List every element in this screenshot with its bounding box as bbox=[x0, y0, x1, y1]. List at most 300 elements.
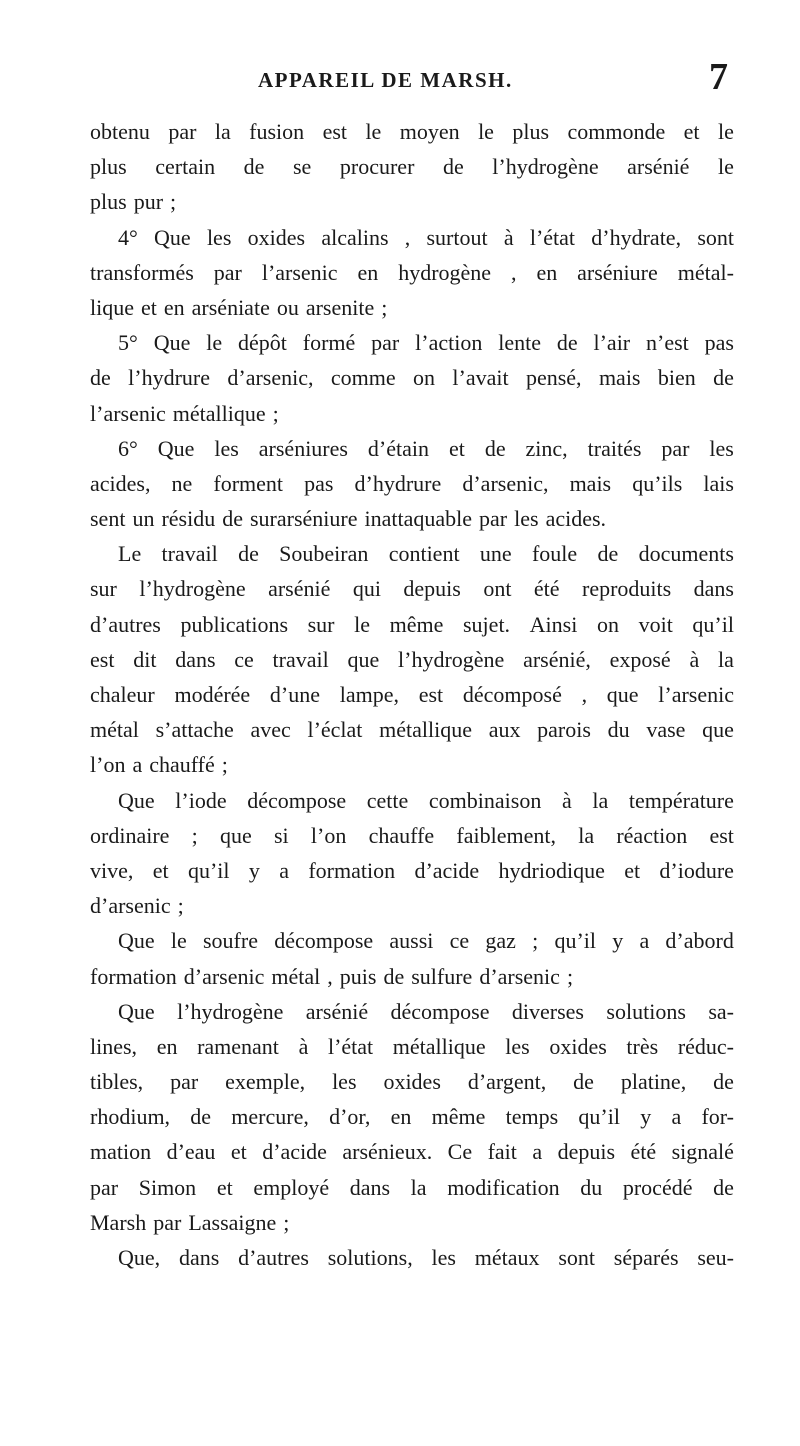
text-line bbox=[90, 923, 734, 958]
word: employé bbox=[253, 1174, 330, 1200]
word: à bbox=[503, 224, 514, 250]
word: chauffe bbox=[368, 822, 435, 848]
word: depuis bbox=[557, 1139, 616, 1165]
word: soufre bbox=[202, 928, 258, 954]
word: l’hydrogène bbox=[139, 576, 246, 602]
word: métaux bbox=[474, 1245, 540, 1270]
word: , bbox=[581, 682, 588, 707]
word: est bbox=[90, 646, 115, 672]
word: d’eau bbox=[166, 1139, 216, 1165]
word: de bbox=[597, 541, 619, 567]
word: à bbox=[298, 1033, 309, 1059]
word: comme bbox=[330, 365, 396, 391]
word: d’acide bbox=[414, 857, 480, 883]
word: à bbox=[689, 646, 700, 672]
word: l’arsenic bbox=[261, 259, 338, 285]
word: arsénié, bbox=[523, 646, 591, 672]
text-line bbox=[90, 818, 734, 853]
word: d’arsenic bbox=[479, 963, 560, 989]
word: pas bbox=[304, 470, 334, 496]
word: for- bbox=[701, 1104, 734, 1130]
word: est bbox=[322, 119, 348, 144]
text-line bbox=[90, 431, 734, 466]
text-line bbox=[90, 959, 734, 994]
text-line bbox=[90, 642, 734, 677]
word: les bbox=[514, 506, 539, 532]
word: fusion bbox=[249, 119, 305, 144]
word: de bbox=[484, 435, 506, 461]
word: température bbox=[628, 787, 734, 813]
word: le bbox=[206, 330, 223, 356]
word: et bbox=[230, 1139, 247, 1165]
word: réaction bbox=[616, 822, 688, 848]
word: signalé bbox=[671, 1139, 734, 1165]
word: ; bbox=[272, 400, 279, 426]
word: , bbox=[327, 963, 333, 989]
word: un bbox=[132, 506, 155, 532]
word: bien bbox=[657, 365, 696, 391]
word: Ce bbox=[447, 1139, 473, 1165]
word: est bbox=[418, 682, 444, 707]
word: Ainsi bbox=[529, 611, 578, 637]
word: arsénieux. bbox=[342, 1139, 433, 1165]
word: ordinaire bbox=[90, 822, 170, 848]
word: décomposé bbox=[462, 682, 562, 707]
text-line bbox=[90, 325, 734, 360]
word: hydrogène bbox=[398, 259, 492, 285]
word: Que bbox=[157, 435, 195, 461]
page-number: 7 bbox=[709, 56, 728, 98]
word: Que bbox=[153, 330, 191, 356]
word: 6° bbox=[118, 435, 138, 461]
word: ; bbox=[177, 893, 184, 919]
text-line bbox=[90, 149, 734, 184]
text-line bbox=[90, 360, 734, 395]
word: d’arsenic bbox=[90, 893, 171, 919]
word: formation bbox=[90, 963, 177, 989]
word: métal bbox=[271, 963, 321, 989]
word: lais bbox=[703, 470, 734, 496]
word: sur bbox=[307, 611, 335, 637]
word: dans bbox=[175, 646, 216, 672]
word: combinaison bbox=[428, 787, 542, 813]
text-line bbox=[90, 1064, 734, 1099]
word: Que bbox=[118, 998, 155, 1024]
word: par bbox=[153, 1209, 182, 1235]
word: y bbox=[248, 857, 260, 883]
word: arsénié bbox=[627, 154, 690, 180]
word: qu’il bbox=[692, 611, 734, 637]
word: l’arsenic bbox=[658, 682, 734, 707]
word: pensé, bbox=[525, 365, 582, 391]
word: l’état bbox=[327, 1033, 374, 1059]
word: mais bbox=[598, 365, 641, 391]
word: de bbox=[222, 506, 243, 532]
word: de bbox=[442, 154, 464, 180]
word: d’abord bbox=[665, 928, 734, 954]
word: que bbox=[606, 682, 639, 707]
word: voit bbox=[638, 611, 673, 637]
word: en bbox=[156, 1033, 178, 1059]
word: si bbox=[274, 822, 289, 848]
word: exposé bbox=[609, 646, 671, 672]
word: lines, bbox=[90, 1033, 138, 1059]
word: dans bbox=[178, 1245, 220, 1270]
word: Simon bbox=[138, 1174, 197, 1200]
word: et bbox=[448, 435, 465, 461]
word: mais bbox=[569, 470, 612, 496]
word: ne bbox=[171, 470, 193, 496]
word: diverses bbox=[511, 998, 584, 1024]
word: la bbox=[592, 787, 609, 813]
word: moyen bbox=[399, 119, 460, 144]
word: que bbox=[220, 822, 252, 848]
word: forment bbox=[213, 470, 284, 496]
word: en bbox=[163, 294, 185, 320]
word: lique bbox=[90, 294, 134, 320]
word: inattaquable bbox=[364, 506, 473, 532]
word: lente bbox=[498, 330, 541, 356]
word: publications bbox=[180, 611, 289, 637]
running-title: APPAREIL DE MARSH. bbox=[258, 68, 513, 92]
word: y bbox=[612, 928, 624, 954]
word: chauffé bbox=[149, 752, 215, 778]
word: résidu bbox=[161, 506, 216, 532]
word: la bbox=[214, 119, 231, 144]
word: métal bbox=[90, 717, 139, 743]
word: le bbox=[354, 611, 371, 637]
word: même bbox=[389, 611, 444, 637]
word: par bbox=[213, 259, 242, 285]
word: l’air bbox=[593, 330, 631, 356]
word: les bbox=[332, 1069, 357, 1095]
word: par bbox=[168, 119, 197, 144]
word: ; bbox=[532, 928, 539, 954]
word: les bbox=[206, 224, 232, 250]
word: ou bbox=[276, 294, 299, 320]
word: faiblement, bbox=[456, 822, 556, 848]
word: a bbox=[132, 752, 143, 778]
word: dans bbox=[693, 576, 734, 602]
word: métallique bbox=[392, 1033, 486, 1059]
word: d’hydrate, bbox=[591, 224, 682, 250]
word: Le bbox=[118, 541, 142, 567]
word: sur bbox=[90, 576, 117, 602]
word: commonde bbox=[567, 119, 666, 144]
word: sujet. bbox=[463, 611, 511, 637]
text-line bbox=[90, 853, 734, 888]
word: l’hydrogène bbox=[398, 646, 505, 672]
word: l’on bbox=[90, 752, 126, 778]
word: de bbox=[190, 1104, 212, 1130]
text-line bbox=[90, 1029, 734, 1064]
word: les bbox=[709, 435, 734, 461]
word: est bbox=[709, 822, 734, 848]
word: procédé bbox=[622, 1174, 693, 1200]
word: 5° bbox=[118, 330, 138, 356]
word: a bbox=[639, 928, 650, 954]
word: Que, bbox=[118, 1245, 161, 1270]
word: en bbox=[536, 259, 558, 285]
word: plus bbox=[90, 189, 127, 215]
word: lampe, bbox=[339, 682, 399, 707]
word: 4° bbox=[118, 224, 138, 250]
text-line bbox=[90, 712, 734, 747]
word: surtout bbox=[426, 224, 488, 250]
word: que bbox=[347, 646, 380, 672]
word: qu’il bbox=[554, 928, 596, 954]
word: une bbox=[479, 541, 512, 567]
word: la bbox=[410, 1174, 427, 1200]
word: décompose bbox=[274, 928, 374, 954]
word: rhodium, bbox=[90, 1104, 171, 1130]
word: solutions bbox=[606, 998, 686, 1024]
word: plus bbox=[512, 119, 550, 144]
text-line bbox=[90, 1205, 734, 1240]
word: platine, bbox=[620, 1069, 687, 1095]
text-line bbox=[90, 888, 734, 923]
word: exemple, bbox=[225, 1069, 306, 1095]
word: Que bbox=[118, 787, 155, 813]
running-head bbox=[258, 56, 728, 102]
text-line bbox=[90, 677, 734, 712]
word: n’est bbox=[646, 330, 689, 356]
text-line bbox=[90, 220, 734, 255]
word: par bbox=[170, 1069, 199, 1095]
word: le bbox=[170, 928, 187, 954]
word: sont bbox=[697, 224, 734, 250]
word: gaz bbox=[485, 928, 516, 954]
word: de bbox=[713, 1174, 734, 1200]
word: réduc- bbox=[677, 1033, 734, 1059]
word: et bbox=[683, 119, 700, 144]
word: on bbox=[413, 365, 436, 391]
text-line bbox=[90, 747, 734, 782]
word: la bbox=[717, 646, 734, 672]
word: Que bbox=[118, 928, 155, 954]
word: l’action bbox=[415, 330, 483, 356]
word: de bbox=[713, 365, 734, 391]
word: le bbox=[717, 119, 734, 144]
word: hydriodique bbox=[498, 857, 605, 883]
word: ; bbox=[191, 822, 198, 848]
word: a bbox=[279, 857, 289, 883]
word: qui bbox=[352, 576, 381, 602]
word: l’iode bbox=[175, 787, 227, 813]
word: Soubeiran bbox=[279, 541, 369, 567]
word: très bbox=[626, 1033, 659, 1059]
word: l’hydrure bbox=[128, 365, 210, 391]
word: de bbox=[573, 1069, 594, 1095]
word: fait bbox=[487, 1139, 517, 1165]
word: d’une bbox=[269, 682, 320, 707]
word: ce bbox=[449, 928, 470, 954]
word: de bbox=[383, 963, 405, 989]
word: documents bbox=[638, 541, 734, 567]
text-line bbox=[90, 501, 734, 536]
word: les bbox=[214, 435, 239, 461]
word: le bbox=[718, 154, 734, 180]
word: sont bbox=[558, 1245, 595, 1270]
text-line bbox=[90, 1240, 734, 1275]
word: arséniate bbox=[191, 294, 270, 320]
word: par bbox=[479, 506, 508, 532]
word: formé bbox=[302, 330, 356, 356]
word: l’éclat bbox=[307, 717, 363, 743]
word: décompose bbox=[390, 998, 490, 1024]
word: d’étain bbox=[367, 435, 430, 461]
word: vive, bbox=[90, 857, 134, 883]
word: l’arsenic bbox=[90, 400, 166, 426]
word: ont bbox=[483, 576, 512, 602]
text-line bbox=[90, 607, 734, 642]
word: et bbox=[141, 294, 157, 320]
word: ; bbox=[283, 1209, 290, 1235]
word: du bbox=[580, 1174, 603, 1200]
word: en bbox=[357, 259, 379, 285]
word: contient bbox=[388, 541, 460, 567]
word: parois bbox=[537, 717, 591, 743]
word: vase bbox=[646, 717, 686, 743]
word: la bbox=[578, 822, 595, 848]
text-line bbox=[90, 994, 734, 1029]
word: zinc, bbox=[525, 435, 568, 461]
word: qu’il bbox=[578, 1104, 620, 1130]
word: et bbox=[152, 857, 169, 883]
word: sulfure bbox=[411, 963, 473, 989]
word: que bbox=[702, 717, 734, 743]
word: séparés bbox=[613, 1245, 679, 1270]
word: en bbox=[390, 1104, 412, 1130]
word: reproduits bbox=[582, 576, 672, 602]
word: ; bbox=[566, 963, 574, 989]
word: procurer bbox=[339, 154, 415, 180]
word: arsénié bbox=[305, 998, 369, 1024]
word: d’autres bbox=[238, 1245, 309, 1270]
word: cette bbox=[366, 787, 409, 813]
word: chaleur bbox=[90, 682, 155, 707]
word: se bbox=[293, 154, 312, 180]
word: sa- bbox=[708, 998, 734, 1024]
word: oxides bbox=[549, 1033, 607, 1059]
word: surarséniure bbox=[249, 506, 358, 532]
word: même bbox=[431, 1104, 486, 1130]
word: ; bbox=[381, 294, 388, 320]
word: temps bbox=[505, 1104, 559, 1130]
word: seu- bbox=[697, 1245, 734, 1270]
word: l’hydrogène bbox=[177, 998, 284, 1024]
word: arsenite bbox=[305, 294, 375, 320]
word: mercure, bbox=[231, 1104, 309, 1130]
word: foule bbox=[531, 541, 578, 567]
word: , bbox=[404, 224, 411, 250]
word: Marsh bbox=[90, 1209, 147, 1235]
word: et bbox=[624, 857, 641, 883]
word: traités bbox=[587, 435, 642, 461]
text-line bbox=[90, 396, 734, 431]
word: d’autres bbox=[90, 611, 161, 637]
word: d’iodure bbox=[659, 857, 734, 883]
word: d’argent, bbox=[467, 1069, 547, 1095]
word: acides. bbox=[545, 506, 607, 532]
word: oxides bbox=[383, 1069, 441, 1095]
word: d’hydrure bbox=[354, 470, 442, 496]
word: décompose bbox=[247, 787, 347, 813]
word: du bbox=[607, 717, 630, 743]
word: ramenant bbox=[197, 1033, 279, 1059]
word: par bbox=[371, 330, 400, 356]
word: ; bbox=[221, 752, 228, 778]
word: d’acide bbox=[262, 1139, 327, 1165]
text-line bbox=[90, 290, 734, 325]
word: dans bbox=[349, 1174, 391, 1200]
word: ce bbox=[234, 646, 254, 672]
word: solutions, bbox=[327, 1245, 413, 1270]
word: pur bbox=[133, 189, 164, 215]
word: dépôt bbox=[237, 330, 287, 356]
word: a bbox=[671, 1104, 682, 1130]
word: modérée bbox=[174, 682, 251, 707]
text-line bbox=[90, 571, 734, 606]
word: on bbox=[596, 611, 619, 637]
word: de bbox=[90, 365, 111, 391]
word: Lassaigne bbox=[188, 1209, 277, 1235]
word: été bbox=[630, 1139, 657, 1165]
word: le bbox=[365, 119, 382, 144]
body-text bbox=[90, 114, 734, 1275]
word: tibles, bbox=[90, 1069, 144, 1095]
word: acides, bbox=[90, 470, 151, 496]
word: depuis bbox=[403, 576, 461, 602]
word: Que bbox=[154, 224, 191, 250]
word: aussi bbox=[389, 928, 434, 954]
text-line bbox=[90, 1134, 734, 1169]
word: qu’ils bbox=[632, 470, 683, 496]
text-line bbox=[90, 255, 734, 290]
word: arséniures bbox=[258, 435, 348, 461]
word: l’état bbox=[529, 224, 576, 250]
word: de bbox=[556, 330, 578, 356]
word: avec bbox=[250, 717, 291, 743]
text-line bbox=[90, 1170, 734, 1205]
word: transformés bbox=[90, 259, 194, 285]
word: l’hydrogène bbox=[492, 154, 599, 180]
word: obtenu bbox=[90, 119, 150, 144]
word: travail bbox=[161, 541, 218, 567]
word: puis bbox=[339, 963, 377, 989]
word: dit bbox=[133, 646, 157, 672]
word: alcalins bbox=[321, 224, 389, 250]
word: pas bbox=[704, 330, 734, 356]
text-line bbox=[90, 536, 734, 571]
word: aux bbox=[488, 717, 521, 743]
text-line bbox=[90, 466, 734, 501]
word: ; bbox=[170, 189, 177, 215]
word: formation bbox=[308, 857, 396, 883]
word: de bbox=[713, 1069, 734, 1095]
word: par bbox=[90, 1174, 119, 1200]
word: certain bbox=[155, 154, 216, 180]
word: métallique bbox=[379, 717, 472, 743]
word: travail bbox=[272, 646, 329, 672]
word: oxides bbox=[247, 224, 306, 250]
word: d’or, bbox=[329, 1104, 371, 1130]
word: les bbox=[431, 1245, 456, 1270]
word: modification bbox=[447, 1174, 560, 1200]
text-line bbox=[90, 184, 734, 219]
word: à bbox=[561, 787, 572, 813]
word: les bbox=[505, 1033, 530, 1059]
